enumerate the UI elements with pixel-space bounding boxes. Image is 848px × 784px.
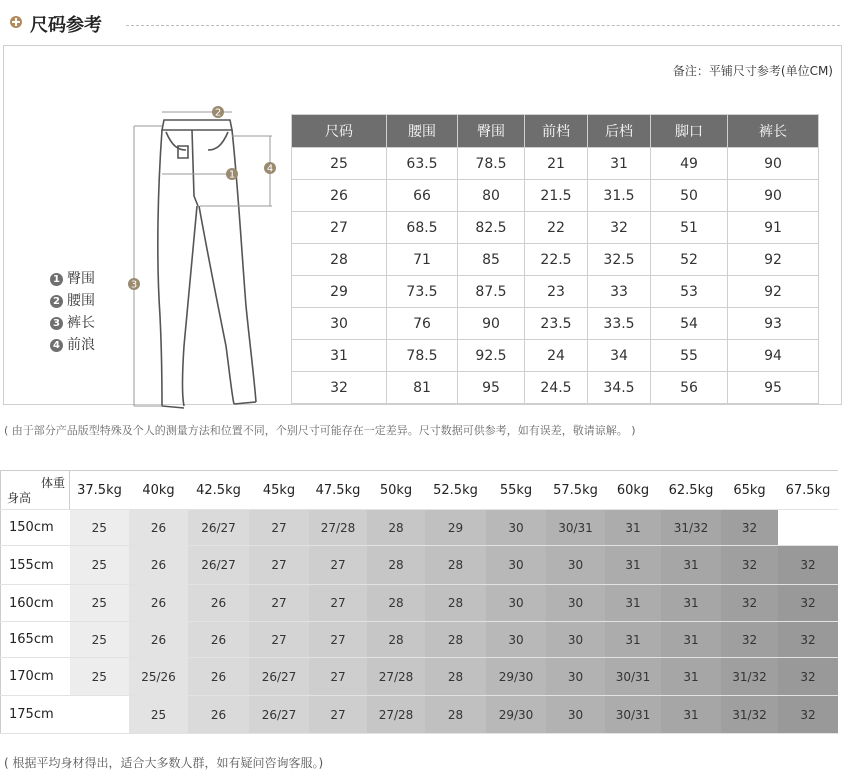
size-cell: 92.5: [458, 340, 525, 372]
legend-label: 裤长: [67, 315, 95, 331]
size-recommendation-cell: 25: [70, 585, 130, 622]
number-badge-icon: 2: [50, 295, 63, 308]
size-cell: 53: [651, 276, 728, 308]
size-cell: 92: [728, 244, 819, 276]
size-cell: 78.5: [387, 340, 458, 372]
size-recommendation-cell: 31: [661, 696, 721, 734]
size-recommendation-cell: 28: [367, 510, 425, 546]
col-header: 前档: [525, 115, 588, 148]
size-recommendation-cell: 27: [249, 622, 309, 658]
number-badge-icon: 4: [50, 339, 63, 352]
size-recommendation-cell: 31: [605, 510, 661, 546]
size-table-row: [292, 276, 819, 308]
size-recommendation-cell: 28: [367, 622, 425, 658]
size-recommendation-cell: 30: [486, 585, 546, 622]
size-table-row: [292, 212, 819, 244]
weight-header: 37.5kg: [70, 471, 130, 510]
size-recommendation-cell: 30: [546, 658, 605, 696]
size-table-row: [292, 372, 819, 404]
size-cell: 85: [458, 244, 525, 276]
weight-header: 52.5kg: [425, 471, 486, 510]
size-cell: 25: [292, 148, 387, 180]
size-recommendation-cell: 26: [129, 546, 188, 585]
recommendation-note: ( 根据平均身材得出，适合大多数人群，如有疑问咨询客服。): [4, 756, 324, 770]
legend-label: 腰围: [67, 293, 95, 309]
size-recommendation-cell: 30/31: [605, 658, 661, 696]
weight-header: 55kg: [486, 471, 546, 510]
height-label: 150cm: [1, 510, 70, 546]
size-cell: 21: [525, 148, 588, 180]
size-cell: 92: [728, 276, 819, 308]
size-cell: 51: [651, 212, 728, 244]
size-cell: 23.5: [525, 308, 588, 340]
size-recommendation-cell: 27/28: [367, 658, 425, 696]
size-recommendation-cell: 25: [70, 658, 130, 696]
col-header: 尺码: [292, 115, 387, 148]
size-recommendation-cell: 26/27: [188, 546, 249, 585]
mark-3: 3: [130, 279, 138, 291]
size-recommendation-cell: 31: [661, 622, 721, 658]
size-recommendation-cell: 25: [70, 546, 130, 585]
size-recommendation-cell: 32: [721, 622, 778, 658]
size-recommendation-cell: 27: [249, 585, 309, 622]
size-cell: 95: [458, 372, 525, 404]
size-table-header: [292, 115, 819, 148]
size-recommendation-cell: [70, 696, 130, 734]
size-recommendation-cell: 26: [129, 510, 188, 546]
size-cell: 90: [728, 148, 819, 180]
size-cell: 80: [458, 180, 525, 212]
size-cell: 32: [292, 372, 387, 404]
size-table-row: [292, 340, 819, 372]
size-table-row: [292, 308, 819, 340]
size-cell: 32.5: [588, 244, 651, 276]
weight-header: 50kg: [367, 471, 425, 510]
size-cell: 22.5: [525, 244, 588, 276]
weight-header: 60kg: [605, 471, 661, 510]
size-recommendation-cell: 27: [309, 585, 367, 622]
legend-item: [50, 268, 95, 290]
size-recommendation-cell: 26: [188, 658, 249, 696]
size-recommendation-cell: 26: [129, 585, 188, 622]
size-cell: 34: [588, 340, 651, 372]
size-recommendation-cell: 32: [721, 546, 778, 585]
size-recommendation-cell: 28: [425, 546, 486, 585]
size-cell: 94: [728, 340, 819, 372]
size-recommendation-cell: 30: [486, 622, 546, 658]
corner-weight-label: 体重: [40, 476, 65, 490]
col-header: 腰围: [387, 115, 458, 148]
size-cell: 26: [292, 180, 387, 212]
number-badge-icon: 3: [50, 317, 63, 330]
size-cell: 49: [651, 148, 728, 180]
weight-header: 40kg: [129, 471, 188, 510]
size-cell: 90: [728, 180, 819, 212]
size-recommendation-cell: 27: [249, 546, 309, 585]
size-recommendation-cell: 31: [605, 622, 661, 658]
weight-header: 62.5kg: [661, 471, 721, 510]
size-recommendation-cell: 29/30: [486, 658, 546, 696]
size-cell: 73.5: [387, 276, 458, 308]
size-recommendation-cell: 25: [70, 510, 130, 546]
height-row: [1, 622, 839, 658]
corner-cell: [1, 471, 70, 510]
size-cell: 91: [728, 212, 819, 244]
size-recommendation-cell: 30: [546, 696, 605, 734]
size-recommendation-cell: 32: [778, 658, 838, 696]
size-recommendation-cell: 30: [486, 510, 546, 546]
size-recommendation-cell: 30: [546, 546, 605, 585]
size-recommendation-cell: 30: [486, 546, 546, 585]
size-cell: 55: [651, 340, 728, 372]
size-recommendation-cell: 27: [309, 658, 367, 696]
number-badge-icon: 1: [50, 273, 63, 286]
col-header: 裤长: [728, 115, 819, 148]
size-table-row: [292, 244, 819, 276]
height-row: [1, 696, 839, 734]
size-recommendation-cell: 31/32: [721, 696, 778, 734]
size-recommendation-cell: 26/27: [249, 658, 309, 696]
size-cell: 33.5: [588, 308, 651, 340]
size-recommendation-cell: 26: [188, 696, 249, 734]
legend-label: 臀围: [67, 271, 95, 287]
size-cell: 71: [387, 244, 458, 276]
size-recommendation-cell: 31/32: [721, 658, 778, 696]
plus-circle-icon: [10, 16, 22, 28]
height-label: 175cm: [1, 696, 70, 734]
size-recommendation-cell: 32: [778, 622, 838, 658]
size-recommendation-cell: 27: [309, 622, 367, 658]
size-recommendation-cell: 30: [546, 622, 605, 658]
weight-header-row: [1, 471, 839, 510]
header-divider: [126, 25, 840, 26]
size-cell: 95: [728, 372, 819, 404]
size-recommendation-cell: 26: [188, 585, 249, 622]
size-cell: 78.5: [458, 148, 525, 180]
size-cell: 33: [588, 276, 651, 308]
size-cell: 31.5: [588, 180, 651, 212]
corner-height-label: 身高: [7, 491, 32, 505]
size-recommendation-cell: 28: [367, 546, 425, 585]
height-weight-table: [0, 470, 838, 734]
size-recommendation-cell: 32: [721, 585, 778, 622]
weight-header: 42.5kg: [188, 471, 249, 510]
size-cell: 24: [525, 340, 588, 372]
measurement-legend: [50, 268, 95, 356]
size-reference-box: [3, 45, 842, 405]
size-recommendation-cell: 31: [661, 658, 721, 696]
size-cell: 32: [588, 212, 651, 244]
size-recommendation-cell: 25/26: [129, 658, 188, 696]
section-title: 尺码参考: [30, 15, 102, 36]
size-recommendation-cell: 28: [367, 585, 425, 622]
height-label: 170cm: [1, 658, 70, 696]
weight-header: 47.5kg: [309, 471, 367, 510]
size-cell: 34.5: [588, 372, 651, 404]
size-cell: 28: [292, 244, 387, 276]
size-cell: 93: [728, 308, 819, 340]
size-recommendation-cell: 31: [661, 546, 721, 585]
weight-header: 67.5kg: [778, 471, 838, 510]
legend-item: [50, 334, 95, 356]
size-recommendation-cell: 31: [661, 585, 721, 622]
size-recommendation-cell: 25: [129, 696, 188, 734]
size-recommendation-cell: 27: [249, 510, 309, 546]
col-header: 脚口: [651, 115, 728, 148]
size-recommendation-cell: 28: [425, 622, 486, 658]
size-cell: 81: [387, 372, 458, 404]
size-cell: 87.5: [458, 276, 525, 308]
size-cell: 31: [292, 340, 387, 372]
size-recommendation-cell: 28: [425, 585, 486, 622]
size-recommendation-cell: 26/27: [188, 510, 249, 546]
size-recommendation-cell: 26/27: [249, 696, 309, 734]
col-header: 后档: [588, 115, 651, 148]
size-recommendation-cell: 26: [188, 622, 249, 658]
size-recommendation-cell: 31: [605, 546, 661, 585]
size-recommendation-cell: 32: [778, 585, 838, 622]
size-cell: 50: [651, 180, 728, 212]
size-recommendation-cell: 32: [721, 510, 778, 546]
size-recommendation-cell: 30/31: [605, 696, 661, 734]
size-recommendation-cell: 30: [546, 585, 605, 622]
size-cell: 24.5: [525, 372, 588, 404]
size-recommendation-cell: 32: [778, 546, 838, 585]
height-row: [1, 546, 839, 585]
unit-note: 备注：平铺尺寸参考(单位CM): [672, 64, 833, 78]
disclaimer-note: ( 由于部分产品版型特殊及个人的测量方法和位置不同，个别尺寸可能存在一定差异。尺寸数据可供参考，如有误差，敬请谅解。 ): [4, 424, 636, 437]
size-table-row: [292, 180, 819, 212]
mark-1: 1: [228, 169, 236, 181]
size-cell: 22: [525, 212, 588, 244]
mark-2: 2: [214, 107, 222, 119]
height-label: 165cm: [1, 622, 70, 658]
size-recommendation-cell: 27/28: [309, 510, 367, 546]
legend-item: [50, 312, 95, 334]
size-cell: 29: [292, 276, 387, 308]
legend-item: [50, 290, 95, 312]
height-row: [1, 658, 839, 696]
size-recommendation-cell: 28: [425, 658, 486, 696]
size-recommendation-cell: 25: [70, 622, 130, 658]
size-cell: 23: [525, 276, 588, 308]
size-recommendation-cell: 28: [425, 696, 486, 734]
col-header: 臀围: [458, 115, 525, 148]
size-recommendation-cell: 27: [309, 546, 367, 585]
size-cell: 21.5: [525, 180, 588, 212]
size-recommendation-cell: 29: [425, 510, 486, 546]
section-header: [8, 8, 840, 38]
size-cell: 56: [651, 372, 728, 404]
size-cell: 82.5: [458, 212, 525, 244]
size-recommendation-cell: 27: [309, 696, 367, 734]
size-recommendation-cell: 30/31: [546, 510, 605, 546]
size-cell: 52: [651, 244, 728, 276]
size-recommendation-cell: 31/32: [661, 510, 721, 546]
size-cell: 63.5: [387, 148, 458, 180]
mark-4: 4: [266, 163, 274, 175]
size-table: [291, 114, 819, 404]
legend-label: 前浪: [67, 337, 95, 353]
size-recommendation-cell: 32: [778, 696, 838, 734]
size-cell: 66: [387, 180, 458, 212]
size-recommendation-cell: 26: [129, 622, 188, 658]
size-cell: 76: [387, 308, 458, 340]
pants-diagram: [122, 106, 282, 426]
size-cell: 90: [458, 308, 525, 340]
size-table-row: [292, 148, 819, 180]
size-cell: 54: [651, 308, 728, 340]
size-cell: 30: [292, 308, 387, 340]
size-recommendation-cell: 31: [605, 585, 661, 622]
weight-header: 45kg: [249, 471, 309, 510]
size-recommendation-cell: [778, 510, 838, 546]
height-label: 160cm: [1, 585, 70, 622]
size-cell: 31: [588, 148, 651, 180]
height-row: [1, 585, 839, 622]
height-label: 155cm: [1, 546, 70, 585]
size-cell: 27: [292, 212, 387, 244]
size-recommendation-cell: 27/28: [367, 696, 425, 734]
weight-header: 65kg: [721, 471, 778, 510]
size-recommendation-cell: 29/30: [486, 696, 546, 734]
height-row: [1, 510, 839, 546]
size-cell: 68.5: [387, 212, 458, 244]
weight-header: 57.5kg: [546, 471, 605, 510]
